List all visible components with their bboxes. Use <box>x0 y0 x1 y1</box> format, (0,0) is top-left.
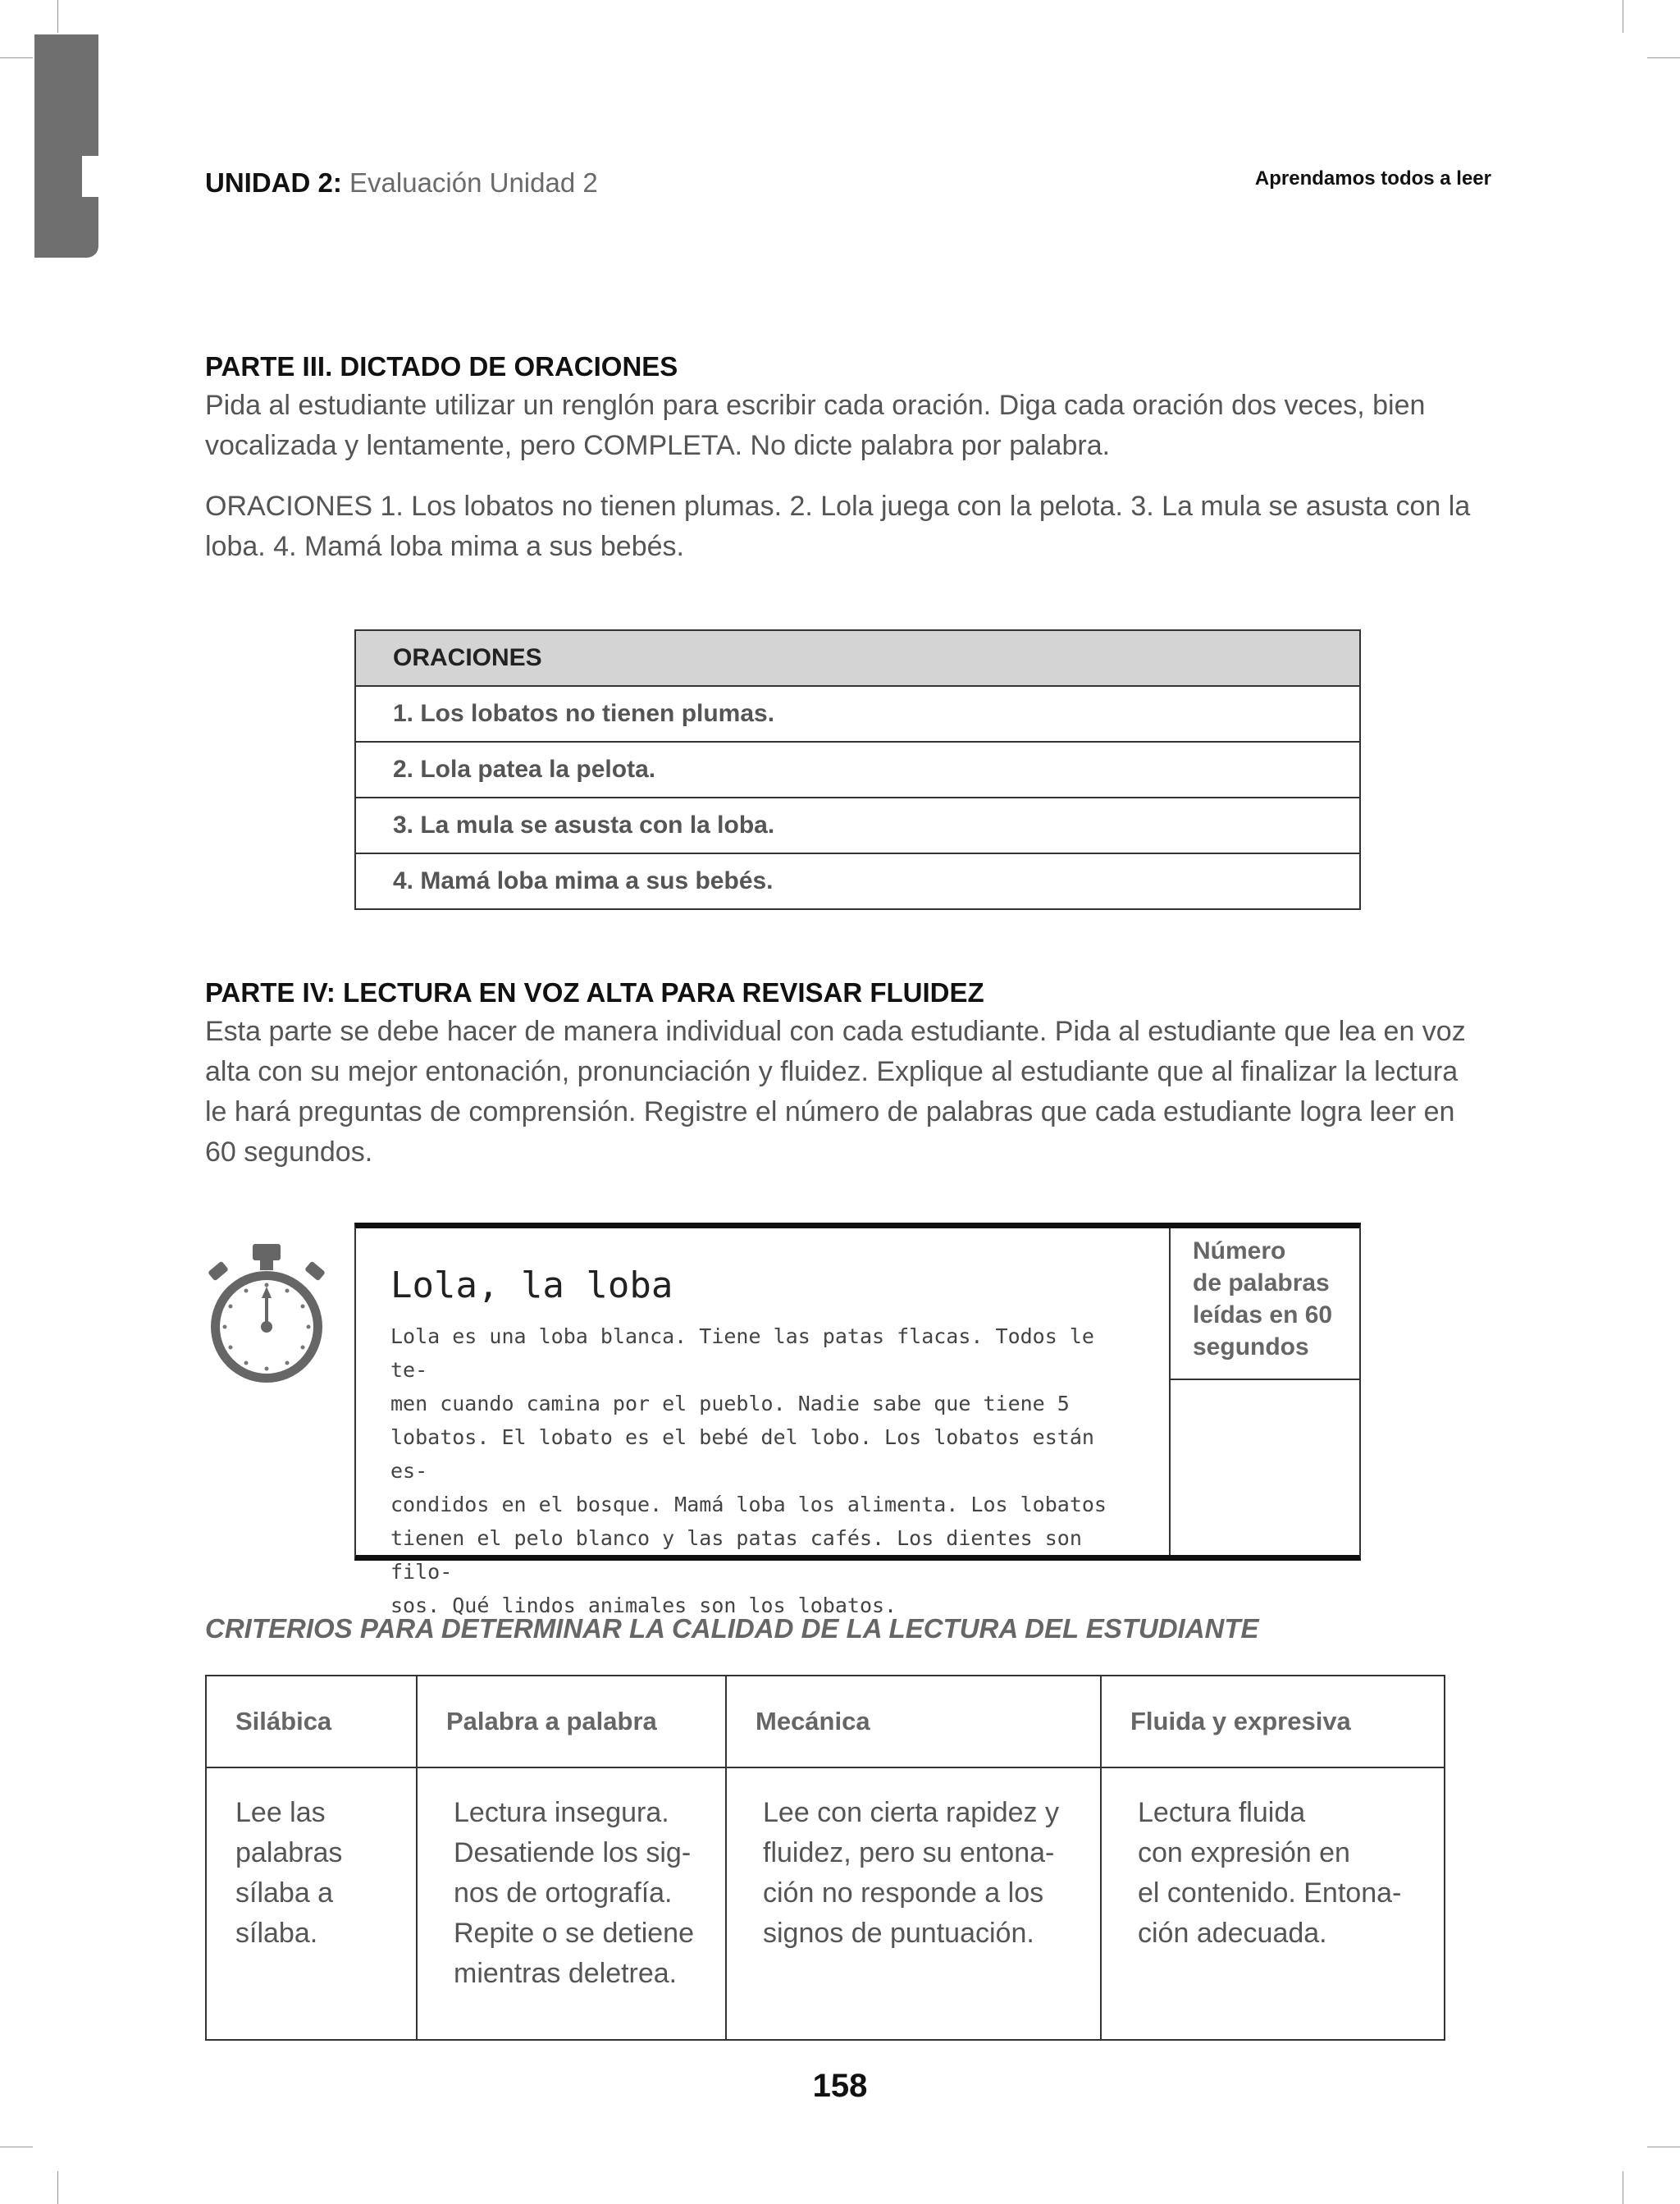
part3-title: PARTE III. DICTADO DE ORACIONES <box>205 351 678 382</box>
criteria-cell-mecanica <box>726 1767 1101 2040</box>
criteria-header-silabica: Silábica <box>206 1676 417 1767</box>
word-count-field[interactable] <box>1171 1380 1361 1528</box>
part3-instructions: Pida al estudiante utilizar un renglón para escribir cada oración. Diga cada oración dos veces, bien vocalizada y lentamente, pero COMPLETA. No dicte palabra por palabra. <box>205 390 1426 461</box>
criteria-line: Desatiende los sig- <box>454 1837 692 1868</box>
word-count-label-line: leídas en 60 <box>1193 1301 1333 1328</box>
criteria-line: Lee con cierta rapidez y <box>763 1797 1059 1828</box>
word-count-label <box>1171 1228 1361 1380</box>
part4-title: PARTE IV: LECTURA EN VOZ ALTA PARA REVISAR FLUIDEZ <box>205 977 984 1008</box>
series-title: Aprendamos todos a leer <box>1254 167 1491 190</box>
criteria-cell-palabra <box>417 1767 726 2040</box>
table-row: 2. Lola patea la pelota. <box>355 742 1360 798</box>
criteria-line: mientras deletrea. <box>454 1958 678 1989</box>
criteria-line: ción adecuada. <box>1138 1918 1327 1949</box>
reading-title: Lola, la loba <box>390 1264 673 1306</box>
unit-title: Evaluación Unidad 2 <box>349 167 598 198</box>
unit-label: UNIDAD 2: <box>205 167 342 198</box>
criteria-header-fluida: Fluida y expresiva <box>1101 1676 1445 1767</box>
criteria-line: sílaba. <box>235 1918 318 1949</box>
sentences-table-header: ORACIONES <box>355 630 1360 686</box>
reading-body <box>390 1319 1112 1622</box>
crop-mark <box>57 2171 58 2204</box>
unit-tab-notch <box>82 156 98 197</box>
reading-line: tienen el pelo blanco y las patas cafés. Los dientes son filo- <box>390 1526 1082 1584</box>
word-count-column <box>1169 1228 1361 1555</box>
criteria-line: fluidez, pero su entona- <box>763 1837 1055 1868</box>
table-row: 1. Los lobatos no tienen plumas. <box>355 686 1360 742</box>
criteria-cell-fluida <box>1101 1767 1445 2040</box>
criteria-table <box>205 1675 1445 2041</box>
criteria-line: Lectura insegura. <box>454 1797 669 1828</box>
reading-line: condidos en el bosque. Mamá loba los alimenta. Los lobatos <box>390 1493 1107 1516</box>
reading-box <box>354 1223 1361 1617</box>
part4-instructions: Esta parte se debe hacer de manera individual con cada estudiante. Pida al estudiante que lea en voz alta con su mejor entonación, pronunciación y fluidez. Explique al estudiante que al finalizar la lectura le hará preguntas de comprensión. Registre el número de palabras que cada estudiante logra leer en 60 segundos. <box>205 1016 1466 1168</box>
page-number: 158 <box>812 2068 868 2104</box>
reading-line: men cuando camina por el pueblo. Nadie sabe que tiene 5 <box>390 1392 1070 1415</box>
unit-tab-marker <box>34 34 98 258</box>
word-count-label-line: de palabras <box>1193 1269 1330 1296</box>
criteria-header-palabra: Palabra a palabra <box>417 1676 726 1767</box>
criteria-line: signos de puntuación. <box>763 1918 1034 1949</box>
criteria-line: ción no responde a los <box>763 1877 1044 1909</box>
criteria-line: sílaba a <box>235 1877 334 1909</box>
criteria-line: palabras <box>235 1837 343 1868</box>
criteria-cell-silabica <box>206 1767 417 2040</box>
criteria-title: CRITERIOS PARA DETERMINAR LA CALIDAD DE LA LECTURA DEL ESTUDIANTE <box>205 1613 1259 1644</box>
reading-line: sos. Qué lindos animales son los lobatos. <box>390 1594 897 1617</box>
criteria-header-mecanica: Mecánica <box>726 1676 1101 1767</box>
crop-mark <box>0 57 33 58</box>
criteria-line: el contenido. Entona- <box>1138 1877 1402 1909</box>
criteria-line: Repite o se detiene <box>454 1918 694 1949</box>
crop-mark <box>1647 57 1680 58</box>
criteria-line: Lectura fluida <box>1138 1797 1306 1828</box>
criteria-line: con expresión en <box>1138 1837 1350 1868</box>
header-unit <box>205 167 598 199</box>
table-row: 4. Mamá loba mima a sus bebés. <box>393 867 774 894</box>
table-row: 3. La mula se asusta con la loba. <box>355 798 1360 853</box>
word-count-label-line: Número <box>1193 1237 1286 1264</box>
reading-line: Lola es una loba blanca. Tiene las patas flacas. Todos le te- <box>390 1324 1094 1382</box>
crop-mark <box>57 0 58 33</box>
part3-sentences-text: ORACIONES 1. Los lobatos no tienen plumas. 2. Lola juega con la pelota. 3. La mula se asusta con la loba. 4. Mamá loba mima a sus bebés. <box>205 491 1471 562</box>
word-count-label-line: segundos <box>1193 1333 1309 1360</box>
sentences-table <box>354 629 1361 910</box>
criteria-line: nos de ortografía. <box>454 1877 673 1909</box>
reading-line: lobatos. El lobato es el bebé del lobo. Los lobatos están es- <box>390 1425 1094 1483</box>
stopwatch-icon <box>201 1241 332 1392</box>
criteria-line: Lee las <box>235 1797 326 1828</box>
reading-text <box>390 1264 1112 1622</box>
